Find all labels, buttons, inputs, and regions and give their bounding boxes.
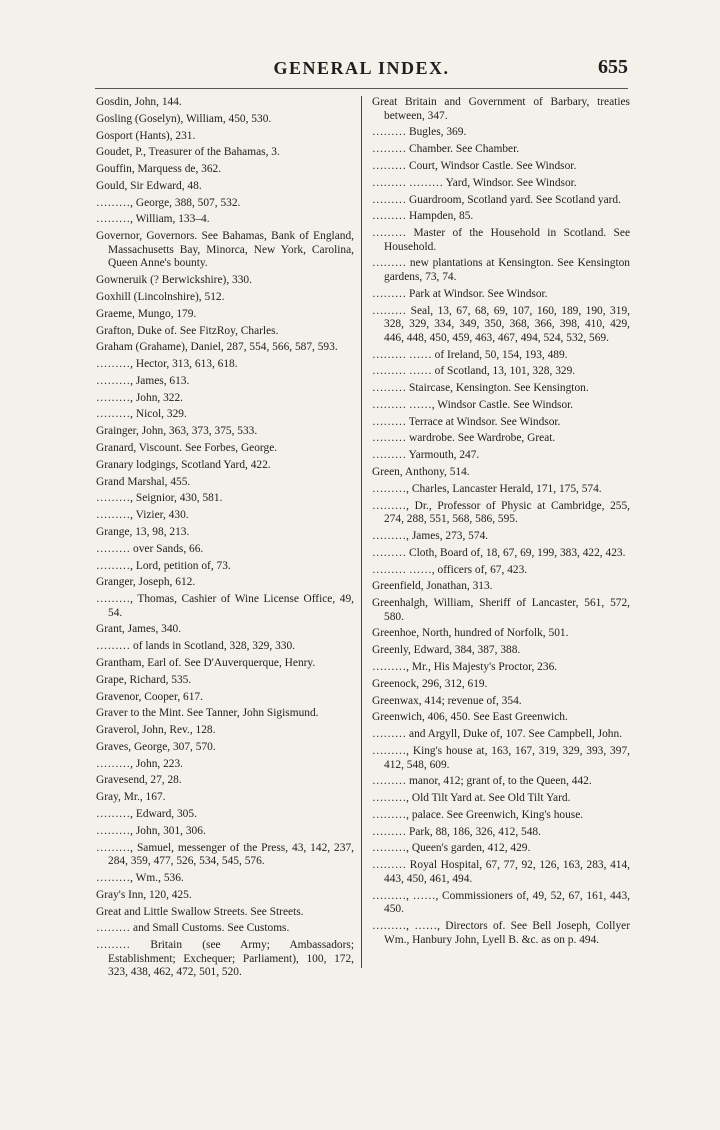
index-entry: ………, Old Tilt Yard at. See Old Tilt Yard. bbox=[372, 792, 571, 805]
index-entry: ……… Royal Hospital, 67, 77, 92, 126, 163, 283, 414, 443, 450, 461, 494. bbox=[372, 859, 630, 885]
index-entry: ………, Charles, Lancaster Herald, 171, 175, 574. bbox=[372, 482, 602, 495]
index-entry: ……… over Sands, 66. bbox=[96, 542, 204, 555]
page-header bbox=[95, 56, 628, 89]
index-entry: ……… Staircase, Kensington. See Kensington. bbox=[372, 382, 589, 395]
index-entry: Governor, Governors. See Bahamas, Bank of England, Massachusetts Bay, Minorca, New York, Carolina, Queen Anne's bounty. bbox=[96, 230, 354, 270]
index-entry: Granard, Viscount. See Forbes, George. bbox=[96, 442, 278, 455]
index-entry: ………, James, 613. bbox=[96, 374, 190, 387]
index-entry: ……… Cloth, Board of, 18, 67, 69, 199, 383, 422, 423. bbox=[372, 546, 626, 559]
index-entry: ………, Samuel, messenger of the Press, 43, 142, 237, 284, 359, 477, 526, 534, 545, 576. bbox=[96, 841, 354, 868]
index-entry: Gosport (Hants), 231. bbox=[96, 129, 196, 142]
index-entry: ………, Dr., Professor of Physic at Cambridge, 255, 274, 288, 551, 568, 586, 595. bbox=[372, 499, 630, 526]
index-entry: ……… Court, Windsor Castle. See Windsor. bbox=[372, 159, 577, 172]
index-entry: ……… Terrace at Windsor. See Windsor. bbox=[372, 415, 561, 428]
index-entry: ……… wardrobe. See Wardrobe, Great. bbox=[372, 432, 556, 445]
index-entry: Greenwich, 406, 450. See East Greenwich. bbox=[372, 711, 568, 724]
index-entry: Grange, 13, 98, 213. bbox=[96, 525, 190, 538]
index-entry: Gould, Sir Edward, 48. bbox=[96, 179, 202, 192]
index-entry: Green, Anthony, 514. bbox=[372, 466, 470, 479]
index-entry: ………, George, 388, 507, 532. bbox=[96, 196, 241, 209]
index-entry: ………, Lord, petition of, 73. bbox=[96, 559, 231, 572]
index-entry: Gosdin, John, 144. bbox=[96, 96, 182, 108]
index-entry: ……… Guardroom, Scotland yard. See Scotland yard. bbox=[372, 193, 621, 206]
index-entry: ………, Edward, 305. bbox=[96, 808, 197, 821]
index-entry: ……… of lands in Scotland, 328, 329, 330. bbox=[96, 640, 296, 653]
index-entry: Greenhoe, North, hundred of Norfolk, 501. bbox=[372, 627, 569, 640]
index-entry: Gosling (Goselyn), William, 450, 530. bbox=[96, 112, 272, 125]
index-entry: Goxhill (Lincolnshire), 512. bbox=[96, 291, 225, 303]
index-entry: ………, James, 273, 574. bbox=[372, 529, 489, 542]
index-entry: Gouffin, Marquess de, 362. bbox=[96, 163, 222, 176]
index-entry: ……… and Argyll, Duke of, 107. See Campbell, John. bbox=[372, 728, 623, 741]
index-entry: Grantham, Earl of. See D'Auverquerque, Henry. bbox=[96, 657, 316, 669]
index-entry: ………, Queen's garden, 412, 429. bbox=[372, 842, 531, 855]
index-entry: Gravenor, Cooper, 617. bbox=[96, 690, 203, 703]
column-divider bbox=[361, 96, 362, 968]
index-entry: ……… ……… Yard, Windsor. See Windsor. bbox=[372, 176, 577, 189]
index-entry: ……… Yarmouth, 247. bbox=[372, 449, 480, 462]
index-entry: Grainger, John, 363, 373, 375, 533. bbox=[96, 425, 258, 438]
index-entry: ………, William, 133–4. bbox=[96, 213, 210, 226]
index-entry: ……… Park at Windsor. See Windsor. bbox=[372, 287, 548, 300]
index-entry: Granary lodgings, Scotland Yard, 422. bbox=[96, 458, 271, 471]
index-entry: ……… manor, 412; grant of, to the Queen, 442. bbox=[372, 775, 592, 788]
index-entry: ……… Chamber. See Chamber. bbox=[372, 143, 520, 156]
left-column bbox=[96, 96, 354, 983]
index-entry: Greenfield, Jonathan, 313. bbox=[372, 580, 493, 593]
index-entry: ……… …… of Ireland, 50, 154, 193, 489. bbox=[372, 348, 568, 361]
index-entry: ………, Seignior, 430, 581. bbox=[96, 492, 223, 505]
index-entry: Gray, Mr., 167. bbox=[96, 791, 166, 804]
index-entry: ………, Thomas, Cashier of Wine License Office, 49, 54. bbox=[96, 593, 354, 619]
index-entry: ………, King's house at, 163, 167, 319, 329, 393, 397, 412, 548, 609. bbox=[372, 744, 630, 771]
index-entry: ………, John, 322. bbox=[96, 391, 184, 404]
index-entry: Graver to the Mint. See Tanner, John Sigismund. bbox=[96, 707, 319, 720]
index-entry: Granger, Joseph, 612. bbox=[96, 576, 196, 589]
index-entry: ………, Hector, 313, 613, 618. bbox=[96, 358, 238, 371]
index-entry: ………, John, 301, 306. bbox=[96, 824, 206, 837]
page-number: 655 bbox=[598, 56, 628, 78]
index-entry: Greenly, Edward, 384, 387, 388. bbox=[372, 644, 521, 657]
index-entry: Graves, George, 307, 570. bbox=[96, 740, 216, 753]
index-entry: ………, John, 223. bbox=[96, 757, 184, 770]
index-entry: ……… Britain (see Army; Ambassadors; Establishment; Exchequer; Parliament), 100, 172, 323, 438, 462, 472, 501, 520. bbox=[96, 939, 354, 979]
index-entry: Graverol, John, Rev., 128. bbox=[96, 724, 216, 737]
index-entry: ……… ……, Windsor Castle. See Windsor. bbox=[372, 398, 574, 411]
index-entry: ………, Vizier, 430. bbox=[96, 509, 189, 522]
index-entry: Great and Little Swallow Streets. See Streets. bbox=[96, 905, 304, 918]
index-entry: ……… ……, officers of, 67, 423. bbox=[372, 563, 528, 576]
index-entry: ………, ……, Directors of. See Bell Joseph, Collyer Wm., Hanbury John, Lyell B. &c. as on p. 494. bbox=[372, 919, 630, 946]
index-entry: Grant, James, 340. bbox=[96, 623, 182, 636]
index-entry: ……… Park, 88, 186, 326, 412, 548. bbox=[372, 825, 541, 838]
index-entry: ……… Hampden, 85. bbox=[372, 210, 474, 223]
index-entry: Greenock, 296, 312, 619. bbox=[372, 677, 488, 690]
index-entry: ……… Bugles, 369. bbox=[372, 126, 467, 139]
running-title: GENERAL INDEX. bbox=[273, 58, 450, 78]
index-entry: ………, palace. See Greenwich, King's house. bbox=[372, 808, 584, 821]
index-entry: Gowneruik (? Berwickshire), 330. bbox=[96, 274, 252, 287]
index-entry: Gravesend, 27, 28. bbox=[96, 774, 182, 787]
index-entry: ……… Master of the Household in Scotland. See Household. bbox=[372, 227, 630, 253]
index-entry: Grand Marshal, 455. bbox=[96, 475, 191, 488]
index-entry: ……… new plantations at Kensington. See Kensington gardens, 73, 74. bbox=[372, 257, 630, 284]
index-entry: ……… and Small Customs. See Customs. bbox=[96, 922, 290, 935]
index-entry: Grafton, Duke of. See FitzRoy, Charles. bbox=[96, 324, 279, 337]
index-entry: Graham (Grahame), Daniel, 287, 554, 566, 587, 593. bbox=[96, 341, 338, 354]
index-entry: ……… Seal, 13, 67, 68, 69, 107, 160, 189, 190, 319, 328, 329, 334, 349, 350, 368, 366, 398, 410, 429, 446, 448, 450, 459, 463, 467, 494, 524, 532, 569. bbox=[372, 304, 630, 344]
index-entry: Great Britain and Government of Barbary, treaties between, 347. bbox=[372, 96, 630, 122]
right-column bbox=[372, 96, 630, 950]
index-entry: Greenhalgh, William, Sheriff of Lancaster, 561, 572, 580. bbox=[372, 597, 630, 623]
index-entry: Gray's Inn, 120, 425. bbox=[96, 888, 192, 901]
index-entry: ………, ……, Commissioners of, 49, 52, 67, 161, 443, 450. bbox=[372, 889, 630, 916]
index-entry: Goudet, P., Treasurer of the Bahamas, 3. bbox=[96, 146, 280, 159]
index-entry: Grape, Richard, 535. bbox=[96, 673, 192, 686]
index-entry: ………, Mr., His Majesty's Proctor, 236. bbox=[372, 661, 558, 674]
index-entry: Graeme, Mungo, 179. bbox=[96, 307, 197, 320]
index-entry: ………, Wm., 536. bbox=[96, 871, 184, 884]
index-entry: Greenwax, 414; revenue of, 354. bbox=[372, 694, 522, 707]
index-entry: ……… …… of Scotland, 13, 101, 328, 329. bbox=[372, 365, 576, 378]
index-entry: ………, Nicol, 329. bbox=[96, 408, 187, 421]
